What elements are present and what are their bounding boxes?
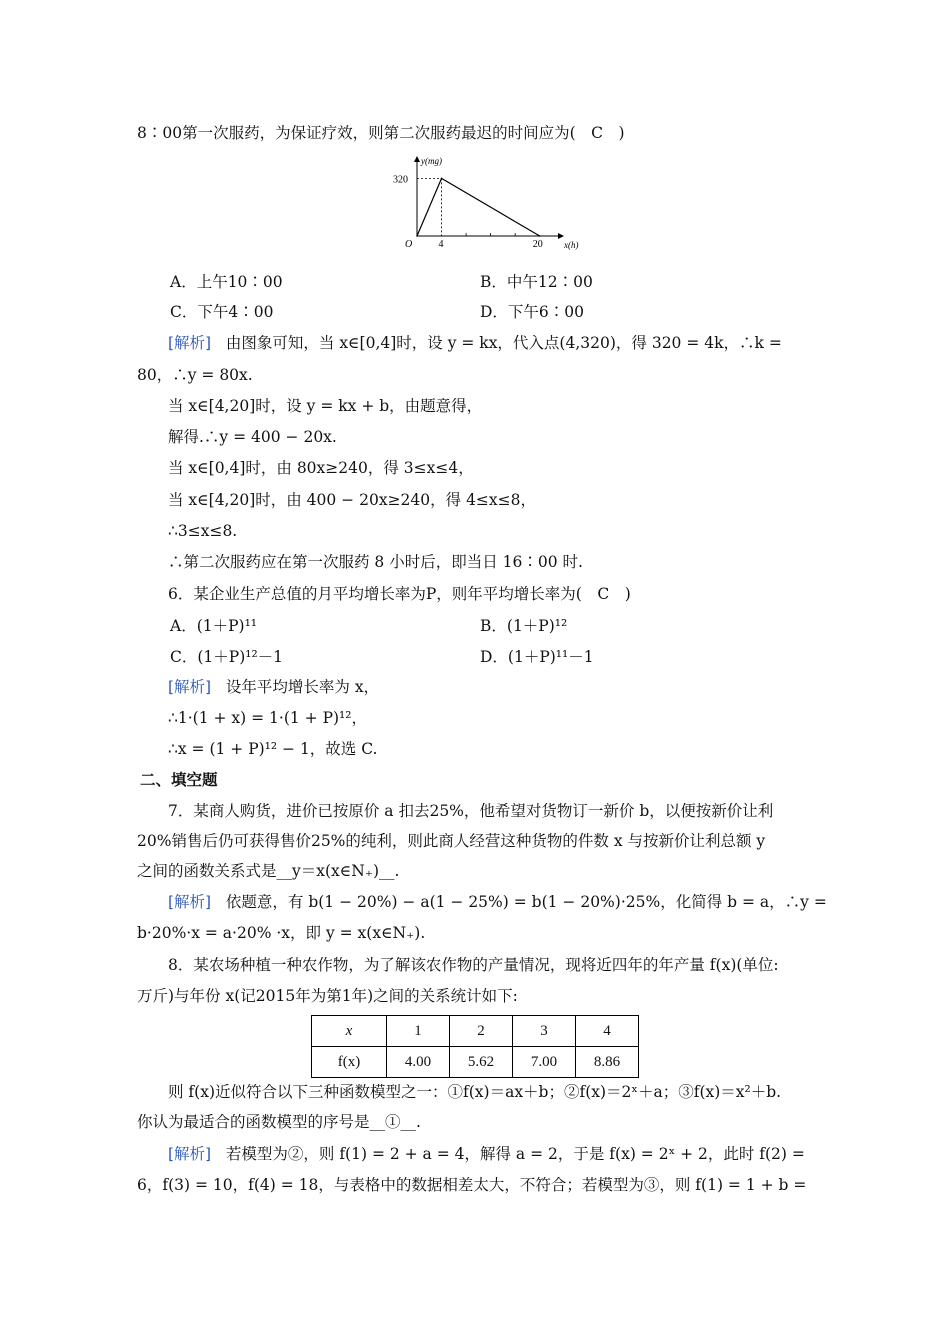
table-row xyxy=(312,1047,639,1078)
data-point xyxy=(416,235,418,237)
q7-explain-tag: [解析] xyxy=(168,893,212,911)
table-cell: 4.00 xyxy=(387,1047,450,1078)
q7-explain-line: b·20%·x = a·20% ·x，即 y = x(x∈N₊). xyxy=(137,924,426,942)
q5-option-d: D．下午6∶00 xyxy=(480,303,585,321)
table-cell: 4 xyxy=(576,1016,639,1047)
q6-option-c: C．(1＋P)¹²－1 xyxy=(170,648,284,666)
q8-explain-line xyxy=(168,1143,805,1165)
data-point xyxy=(441,178,443,180)
q6-explain-tag: [解析] xyxy=(168,678,212,696)
q8-explain-text: 若模型为②，则 f(1) = 2 + a = 4，解得 a = 2，于是 f(x) = 2ˣ + 2，此时 f(2) = xyxy=(225,1145,805,1163)
q7-explain-line xyxy=(168,891,827,913)
y-axis-arrow xyxy=(414,156,420,162)
x-axis-label: x(h) xyxy=(564,240,579,250)
q5-explain-text: 由图象可知，当 x∈[0,4]时，设 y = kx，代入点(4,320)，得 320 = 4k，∴k = xyxy=(225,334,782,352)
q8-explain-line: 6，f(3) = 10，f(4) = 18，与表格中的数据相差太大，不符合；若模型为③，则 f(1) = 1 + b = xyxy=(137,1176,807,1194)
x-axis-arrow xyxy=(558,233,564,239)
q5-explain-line: 解得.∴y = 400 − 20x. xyxy=(168,428,337,446)
table-row xyxy=(312,1016,639,1047)
q8-line: 你认为最适合的函数模型的序号是__①__. xyxy=(137,1113,421,1131)
q5-explain-line: 80，∴y = 80x. xyxy=(137,366,253,384)
dose-line xyxy=(417,178,540,236)
q5-explain-line xyxy=(168,332,782,354)
q7-line: 7．某商人购货，进价已按原价 a 扣去25%，他希望对货物订一新价 b，以便按新价让利 xyxy=(168,802,774,820)
y-tick-label: 320 xyxy=(393,174,408,186)
table-cell: 7.00 xyxy=(513,1047,576,1078)
q7-explain-text: 依题意，有 b(1 − 20%) − a(1 − 25%) = b(1 − 20%)·25%，化简得 b = a，∴y = xyxy=(225,893,827,911)
q5-explain-line: 当 x∈[4,20]时，设 y = kx + b，由题意得， xyxy=(168,397,483,415)
dose-chart xyxy=(380,150,579,260)
q5-option-b: B．中午12∶00 xyxy=(480,273,593,291)
table-cell: 8.86 xyxy=(576,1047,639,1078)
x-tick-label: 20 xyxy=(532,239,543,250)
q6-stem: 6．某企业生产总值的月平均增长率为P，则年平均增长率为( C ) xyxy=(168,585,631,603)
data-point xyxy=(539,235,541,237)
q8-line: 万斤)与年份 x(记2015年为第1年)之间的关系统计如下: xyxy=(137,987,518,1005)
q5-explain-line: ∴3≤x≤8. xyxy=(168,522,238,540)
table-cell: 5.62 xyxy=(450,1047,513,1078)
q8-line: 则 f(x)近似符合以下三种函数模型之一：①f(x)＝ax＋b；②f(x)＝2ˣ＋a；③f(x)＝x²＋b. xyxy=(168,1083,782,1101)
yield-table xyxy=(311,1015,639,1078)
q6-option-b: B．(1＋P)¹² xyxy=(480,617,568,635)
q5-explain-tag: [解析] xyxy=(168,334,212,352)
q7-line: 之间的函数关系式是__y＝x(x∈N₊)__. xyxy=(137,862,400,880)
table-cell: f(x) xyxy=(312,1047,387,1078)
q6-explain-line: ∴1·(1 + x) = 1·(1 + P)¹²， xyxy=(168,709,367,727)
q6-explain-line xyxy=(168,676,379,698)
q5-explain-line: 当 x∈[0,4]时，由 80x≥240，得 3≤x≤4， xyxy=(168,459,474,477)
q5-stem: 8∶00第一次服药，为保证疗效，则第二次服药最迟的时间应为( C ) xyxy=(137,124,625,142)
section-heading: 二、填空题 xyxy=(140,771,218,789)
q5-explain-line: 当 x∈[4,20]时，由 400 − 20x≥240，得 4≤x≤8， xyxy=(168,491,537,509)
q6-explain-text: 设年平均增长率为 x， xyxy=(225,678,380,696)
y-axis-label: y(mg) xyxy=(421,156,442,166)
q5-explain-line: ∴第二次服药应在第一次服药 8 小时后，即当日 16∶00 时. xyxy=(168,553,583,571)
origin-label: O xyxy=(405,239,413,250)
q8-line: 8．某农场种植一种农作物，为了解该农作物的产量情况，现将近四年的年产量 f(x)(单位: xyxy=(168,956,779,974)
q6-explain-line: ∴x = (1 + P)¹² − 1，故选 C. xyxy=(168,740,378,758)
table-cell: 3 xyxy=(513,1016,576,1047)
q5-option-a: A．上午10∶00 xyxy=(170,273,283,291)
q7-line: 20%销售后仍可获得售价25%的纯利，则此商人经营这种货物的件数 x 与按新价让利总额 y xyxy=(137,832,766,850)
table-cell: x xyxy=(312,1016,387,1047)
table-cell: 2 xyxy=(450,1016,513,1047)
x-tick-label: 4 xyxy=(438,239,444,250)
q6-option-a: A．(1＋P)¹¹ xyxy=(170,617,258,635)
q6-option-d: D．(1＋P)¹¹－1 xyxy=(480,648,594,666)
q8-explain-tag: [解析] xyxy=(168,1145,212,1163)
table-cell: 1 xyxy=(387,1016,450,1047)
q5-option-c: C．下午4∶00 xyxy=(170,303,274,321)
